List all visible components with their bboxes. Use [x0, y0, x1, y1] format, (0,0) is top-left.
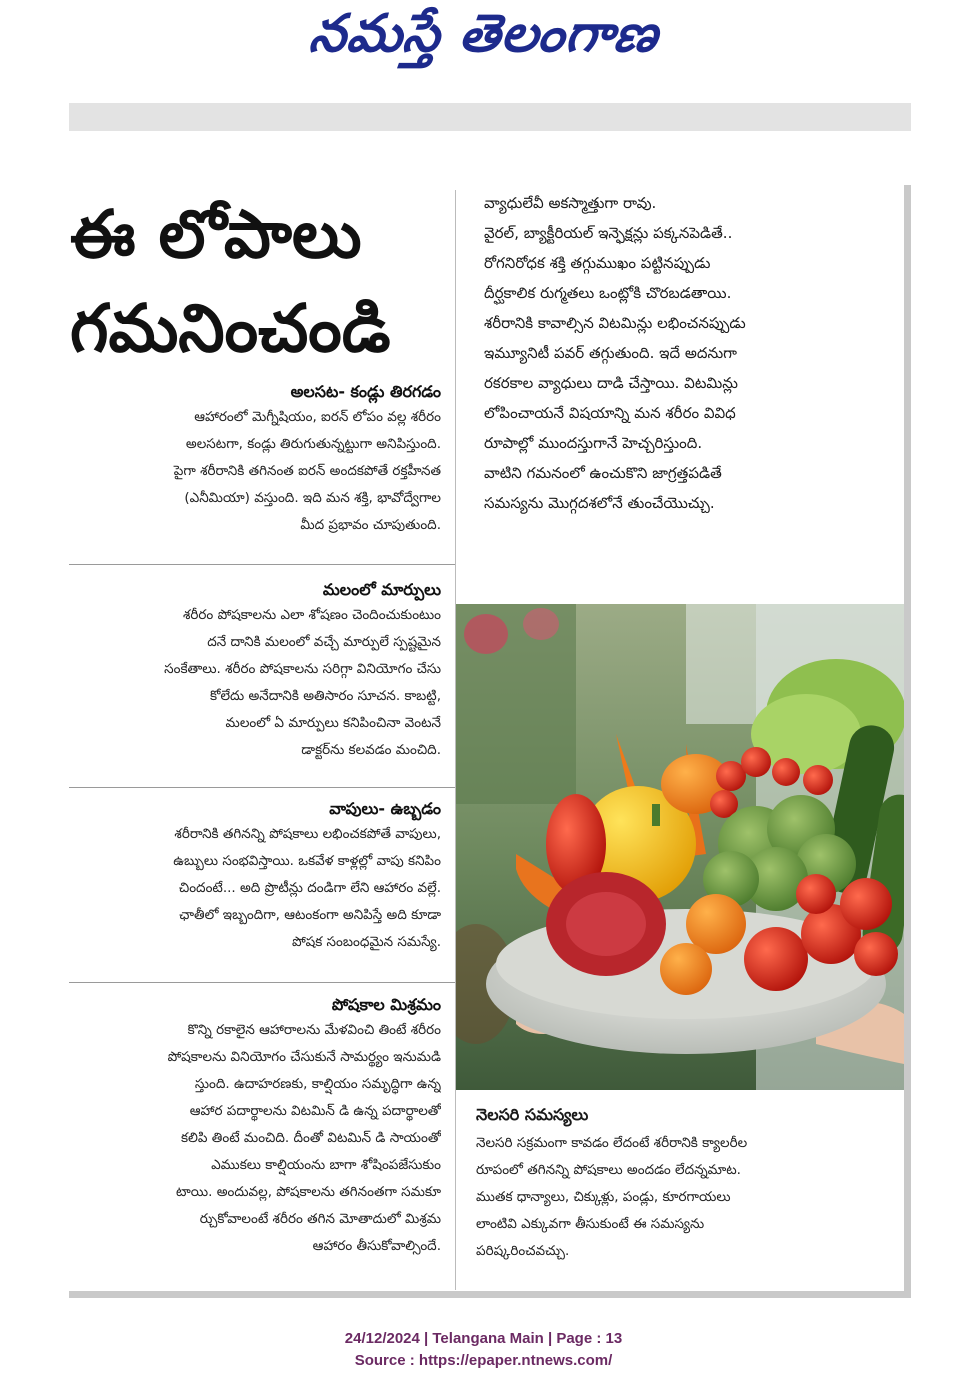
section-title: వాపులు- ఉబ్బడం — [329, 799, 441, 818]
section-title: మలంలో మార్పులు — [322, 580, 441, 599]
text-line: రూపాల్లో ముందస్తుగానే హెచ్చరిస్తుంది. — [484, 434, 703, 452]
text-line: వైరల్, బ్యాక్టీరియల్ ఇన్ఫెక్షన్లు పక్కనపెడితే.. — [484, 224, 733, 242]
text-line: నెలసరి సక్రమంగా కావడం లేదంటే శరీరానికి క్యాలరీల — [476, 1135, 748, 1151]
text-line: మలంలో ఏ మార్పులు కనిపించినా వెంటనే — [225, 715, 441, 731]
text-line: పోషకాలను వినియోగం చేసుకునే సామర్థ్యం ఇనుమడి — [167, 1049, 441, 1065]
text-line: శరీరానికి కావాల్సిన విటమిన్లు లభించనప్పుడు — [484, 314, 746, 332]
text-line: దీర్ఘకాలిక రుగ్మతలు ఒంట్లోకి చొరబడతాయి. — [484, 284, 732, 302]
text-line: (ఎనీమియా) వస్తుంది. ఇది మన శక్తి, భావోద్వేగాల — [184, 490, 441, 506]
text-line: మీద ప్రభావం చూపుతుంది. — [300, 517, 441, 533]
text-line: దనే దానికి మలంలో వచ్చే మార్పులే స్పష్టమైన — [207, 634, 441, 650]
footer-edition-info: 24/12/2024 | Telangana Main | Page : 13 — [344, 1330, 623, 1347]
masthead — [0, 0, 967, 80]
text-line: కొన్ని రకాలైన ఆహారాలను మేళవించి తింటే శరీరం — [187, 1022, 441, 1038]
section-body — [69, 602, 451, 764]
text-line: కోలేదు అనేదానికి అతిసారం సూచన. కాబట్టి, — [210, 688, 441, 704]
text-line: శరీరానికి తగినన్ని పోషకాలు లభించకపోతే వాపులు, — [174, 826, 441, 842]
section-swelling — [69, 797, 451, 956]
headline-line-1: ఈ లోపాలు — [70, 196, 362, 273]
text-line: పరిష్కరించవచ్చు. — [476, 1243, 570, 1259]
text-line: సంకేతాలు. శరీరం పోషకాలను సరిగ్గా వినియోగం చేసు — [164, 661, 441, 677]
vegetable-bowl-photo — [456, 604, 904, 1090]
text-line: ఇమ్యూనిటీ పవర్ తగ్గుతుంది. ఇదే అదనుగా — [484, 344, 737, 362]
text-line: ఆహారంలో మెగ్నీషియం, ఐరన్ లోపం వల్ల శరీరం — [194, 409, 441, 425]
text-line: పోషక సంబంధమైన సమస్యే. — [291, 934, 441, 950]
section-title: పోషకాల మిశ్రమం — [331, 995, 441, 1014]
text-line: అలసటగా, కండ్లు తిరుగుతున్నట్టుగా అనిపిస్తుంది. — [185, 436, 441, 452]
intro-text — [484, 188, 904, 518]
text-line: చిందంటే... అది ప్రొటీన్లు దండిగా లేని ఆహారం వల్లే. — [178, 880, 441, 896]
section-divider — [69, 982, 455, 983]
masthead-title: నమస్తే తెలంగాణ — [306, 3, 662, 64]
text-line: ఎముకలు కాల్షియంను బాగా శోషింపజేసుకుం — [211, 1157, 441, 1173]
text-line: డాక్టర్‌ను కలవడం మంచిది. — [301, 742, 441, 758]
section-fatigue — [69, 380, 451, 539]
section-nutrient-mix — [69, 993, 451, 1260]
text-line: సమస్యను మొగ్గదశలోనే తుంచేయొచ్చు. — [484, 494, 715, 512]
text-line: ఆహార పదార్థాలను విటమిన్ డి ఉన్న పదార్థాలతో — [189, 1103, 441, 1119]
footer-source-link[interactable]: Source : https://epaper.ntnews.com/ — [354, 1352, 613, 1369]
text-line: వాటిని గమనంలో ఉంచుకొని జాగ్రత్తపడితే — [484, 464, 722, 482]
text-line: రోగనిరోధక శక్తి తగ్గుముఖం పట్టినప్పుడు — [484, 254, 711, 272]
text-line: స్తుంది. ఉదాహరణకు, కాల్షియం సమృద్ధిగా ఉన్న — [194, 1076, 441, 1092]
text-line: లాంటివి ఎక్కువగా తీసుకుంటే ఈ సమస్యను — [476, 1216, 705, 1232]
text-line: ఆహారం తీసుకోవాల్సిందే. — [312, 1238, 441, 1254]
section-menstrual-issues — [476, 1100, 896, 1265]
section-title: అలసట- కండ్లు తిరగడం — [290, 382, 441, 401]
text-line: ఛాతీలో ఇబ్బందిగా, ఆటంకంగా అనిపిస్తే అది కూడా — [179, 907, 441, 923]
headline-line-2: గమనించండి — [70, 290, 391, 367]
text-line: శరీరం పోషకాలను ఎలా శోషణం చెందించుకుంటుం — [183, 607, 441, 623]
section-divider — [69, 787, 455, 788]
text-line: రూపంలో తగినన్ని పోషకాలు అందడం లేదన్నమాట. — [476, 1162, 741, 1178]
text-line: టాయి. అందువల్ల, పోషకాలను తగినంతగా సమకూ — [176, 1184, 441, 1200]
section-divider — [69, 564, 455, 565]
section-stool-changes — [69, 578, 451, 764]
section-body — [476, 1130, 896, 1265]
text-line: వ్యాధులేవీ అకస్మాత్తుగా రావు. — [484, 194, 657, 212]
page-footer — [0, 1328, 967, 1372]
text-line: ర్చుకోవాలంటే శరీరం తగిన మోతాదులో మిశ్రమ — [199, 1211, 441, 1227]
section-body — [69, 404, 451, 539]
section-title: నెలసరి సమస్యలు — [476, 1105, 589, 1124]
section-body — [69, 1017, 451, 1260]
text-line: కలిపి తింటే మంచిది. దీంతో విటమిన్ డి సాయంతో — [180, 1130, 441, 1146]
text-line: రకరకాల వ్యాధులు దాడి చేస్తాయి. విటమిన్లు — [484, 374, 738, 392]
text-line: ఉబ్బులు సంభవిస్తాయి. ఒకవేళ కాళ్లల్లో వాపు కనిపిం — [173, 853, 441, 869]
article-border-bottom — [69, 1291, 911, 1298]
text-line: లోపించాయనే విషయాన్ని మన శరీరం వివిధ — [484, 404, 736, 422]
article-border-right — [904, 185, 911, 1298]
text-line: ముతక ధాన్యాలు, చిక్కుళ్లు, పండ్లు, కూరగాయలు — [476, 1189, 731, 1205]
text-line: పైగా శరీరానికి తగినంత ఐరన్ అందకపోతే రక్తహీనత — [173, 463, 441, 479]
masthead-band — [69, 103, 911, 131]
section-body — [69, 821, 451, 956]
headline — [70, 188, 450, 376]
